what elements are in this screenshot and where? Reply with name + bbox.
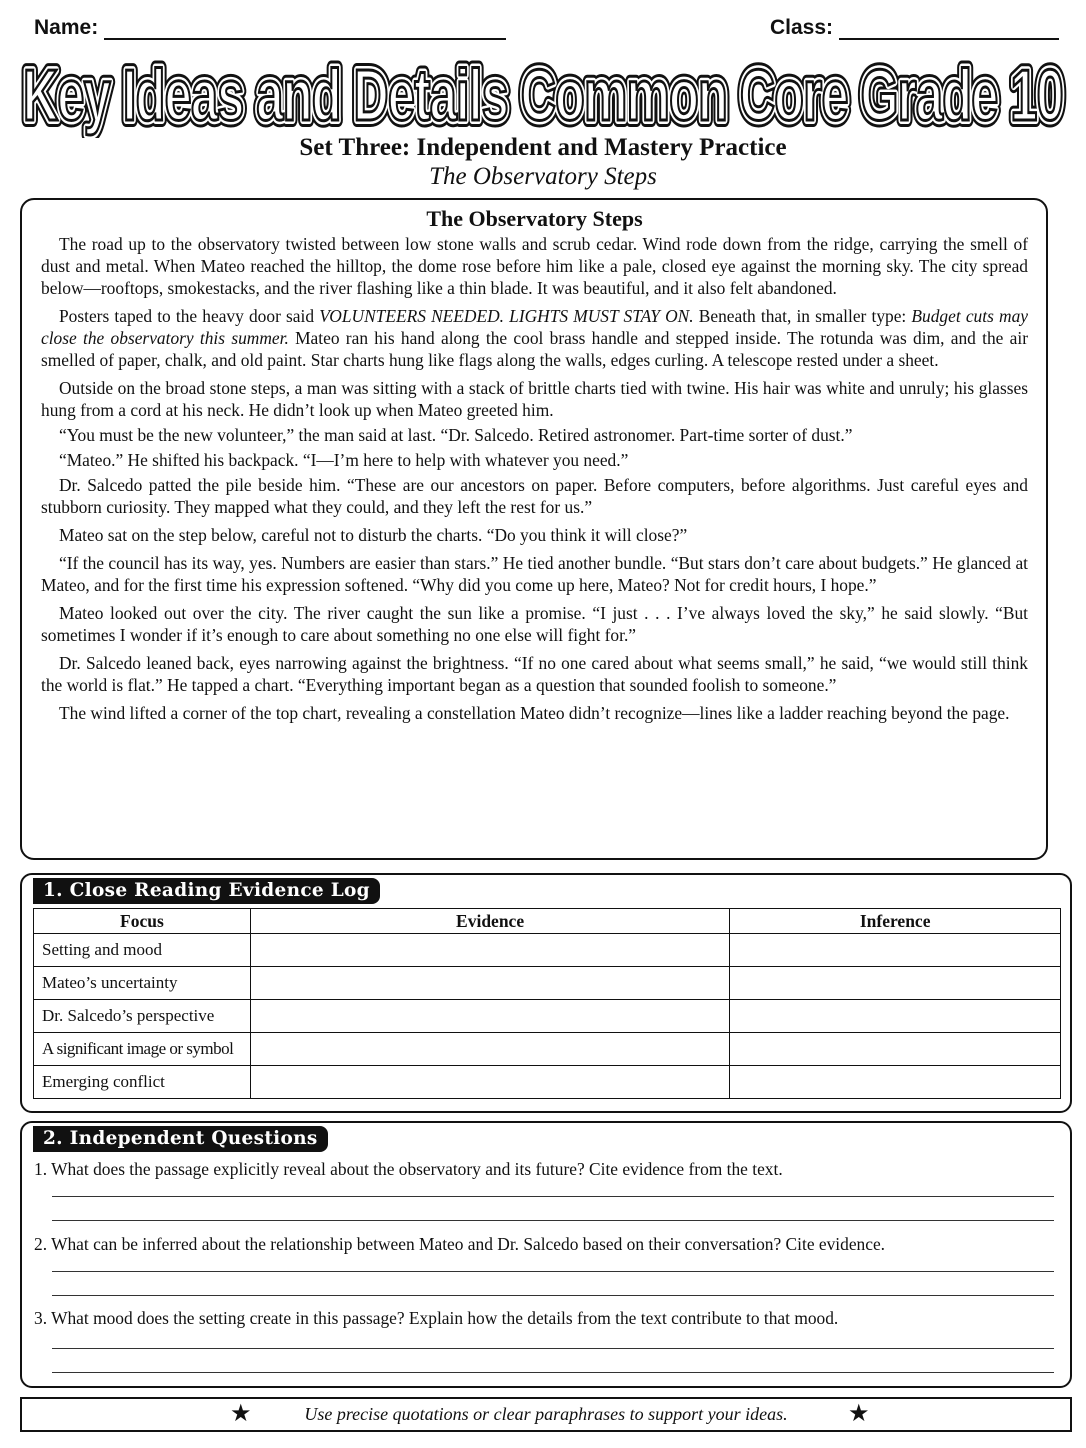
evidence-log-section — [20, 873, 1072, 1113]
answer-line[interactable] — [52, 1295, 1054, 1296]
class-label: Class: — [770, 16, 834, 39]
section-tab-questions: 2. Independent Questions — [33, 1126, 328, 1152]
column-header-inference: Inference — [730, 909, 1061, 934]
passage-title: The Observatory Steps — [426, 206, 643, 231]
name-input-line[interactable] — [104, 16, 506, 40]
class-field — [770, 16, 1059, 40]
evidence-cell[interactable] — [250, 967, 729, 1000]
column-header-evidence: Evidence — [250, 909, 729, 934]
passage-paragraph: Mateo looked out over the city. The river caught the sun like a promise. “I just . . . I’ve always loved the sky,” he said slowly. “But sometimes I wonder if it’s enough to care about something no one else will fight for.” — [41, 603, 1028, 645]
column-header-focus: Focus — [34, 909, 251, 934]
passage-paragraph: Outside on the broad stone steps, a man was sitting with a stack of brittle charts tied with twine. His hair was white and unruly; his glasses hung from a cord at his neck. He didn’t look up when Mateo greeted him. — [41, 378, 1028, 420]
text-run: Posters taped to the heavy door said — [59, 306, 320, 326]
question-2: 2. What can be inferred about the relationship between Mateo and Dr. Salcedo based on their conversation? Cite evidence. — [34, 1234, 886, 1254]
set-title: Set Three: Independent and Mastery Practice — [299, 134, 787, 161]
poster-small-type: Budget cuts may close the observatory this summer. — [41, 306, 1028, 348]
poster-text: VOLUNTEERS NEEDED. LIGHTS MUST STAY ON. — [319, 306, 694, 326]
star-icon: ★ — [848, 1401, 870, 1427]
passage-subtitle: The Observatory Steps — [429, 163, 657, 190]
answer-line[interactable] — [52, 1220, 1054, 1221]
question-3: 3. What mood does the setting create in this passage? Explain how the details from the text contribute to that mood. — [34, 1308, 839, 1328]
table-row — [34, 1066, 1061, 1099]
inference-cell[interactable] — [730, 1066, 1061, 1099]
focus-cell: A significant image or symbol — [34, 1033, 251, 1066]
name-field — [34, 16, 506, 40]
text-run: Beneath that, in smaller type: — [693, 306, 912, 326]
class-input-line[interactable] — [839, 16, 1059, 40]
svg-text:Key Ideas and Details Common C: Key Ideas and Details Common Core Grade 10 — [23, 56, 1063, 136]
question-1: 1. What does the passage explicitly reveal about the observatory and its future? Cite evidence from the text. — [34, 1159, 783, 1179]
footer-tip — [20, 1397, 1072, 1432]
evidence-log-table — [33, 908, 1061, 1099]
inference-cell[interactable] — [730, 1000, 1061, 1033]
name-label: Name: — [34, 16, 99, 39]
inference-cell[interactable] — [730, 934, 1061, 967]
focus-cell: Setting and mood — [34, 934, 251, 967]
answer-line[interactable] — [52, 1196, 1054, 1197]
table-row — [34, 967, 1061, 1000]
passage-paragraph: Dr. Salcedo leaned back, eyes narrowing against the brightness. “If no one cared about what seems small,” he said, “we would still think the world is flat.” He tapped a chart. “Everything important began as a question that sounded foolish to someone.” — [41, 653, 1028, 695]
answer-line[interactable] — [52, 1348, 1054, 1349]
evidence-cell[interactable] — [250, 934, 729, 967]
independent-questions-section — [20, 1121, 1072, 1388]
table-row — [34, 1000, 1061, 1033]
passage-box — [20, 198, 1048, 860]
passage-paragraph: “If the council has its way, yes. Numbers are easier than stars.” He tied another bundle. “But stars don’t care about budgets.” He glanced at Mateo, and for the first time his expression softened. “Why did you come up here, Mateo? Not for credit hours, I hope.” — [41, 553, 1028, 595]
footer-text: Use precise quotations or clear paraphrases to support your ideas. — [304, 1404, 788, 1424]
focus-cell: Emerging conflict — [34, 1066, 251, 1099]
passage-paragraph: “Mateo.” He shifted his backpack. “I—I’m here to help with whatever you need.” — [59, 450, 629, 470]
star-icon: ★ — [230, 1401, 252, 1427]
evidence-cell[interactable] — [250, 1000, 729, 1033]
worksheet-banner-title — [0, 48, 1086, 138]
inference-cell[interactable] — [730, 1033, 1061, 1066]
passage-paragraph: “You must be the new volunteer,” the man said at last. “Dr. Salcedo. Retired astronomer. Part-time sorter of dust.” — [59, 425, 853, 445]
focus-cell: Dr. Salcedo’s perspective — [34, 1000, 251, 1033]
passage-paragraph: Mateo sat on the step below, careful not to disturb the charts. “Do you think it will close?” — [59, 525, 688, 545]
passage-paragraph: The wind lifted a corner of the top chart, revealing a constellation Mateo didn’t recognize—lines like a ladder reaching beyond the page. — [59, 703, 1010, 723]
text-run: Mateo ran his hand along the cool brass handle and stepped inside. The rotunda was dim, and the air smelled of paper, chalk, and old paint. Star charts hung like flags along the walls, edges curling. A telescope rested under a sheet. — [41, 328, 1028, 370]
answer-line[interactable] — [52, 1271, 1054, 1272]
passage-paragraph: Dr. Salcedo patted the pile beside him. “These are our ancestors on paper. Before computers, before algorithms. Just careful eyes and stubborn curiosity. They mapped what they could, and they left the rest for us.” — [41, 475, 1028, 517]
evidence-cell[interactable] — [250, 1066, 729, 1099]
evidence-cell[interactable] — [250, 1033, 729, 1066]
answer-line[interactable] — [52, 1372, 1054, 1373]
svg-text:Key Ideas and Details Common C: Key Ideas and Details Common Core Grade 10 — [23, 56, 1063, 136]
svg-text:Key Ideas and Details Common C: Key Ideas and Details Common Core Grade 10 — [23, 56, 1063, 136]
table-row — [34, 1033, 1061, 1066]
passage-paragraph — [41, 305, 1028, 371]
focus-cell: Mateo’s uncertainty — [34, 967, 251, 1000]
section-tab-evidence-log: 1. Close Reading Evidence Log — [33, 878, 380, 904]
passage-paragraph: The road up to the observatory twisted between low stone walls and scrub cedar. Wind rode down from the ridge, carrying the smell of dust and metal. When Mateo reached the hilltop, the dome rose before him like a pale, closed eye against the morning sky. The city spread below—rooftops, smokestacks, and the river flashing like a thin blade. It was beautiful, and it also felt abandoned. — [41, 234, 1028, 298]
inference-cell[interactable] — [730, 967, 1061, 1000]
table-row — [34, 934, 1061, 967]
